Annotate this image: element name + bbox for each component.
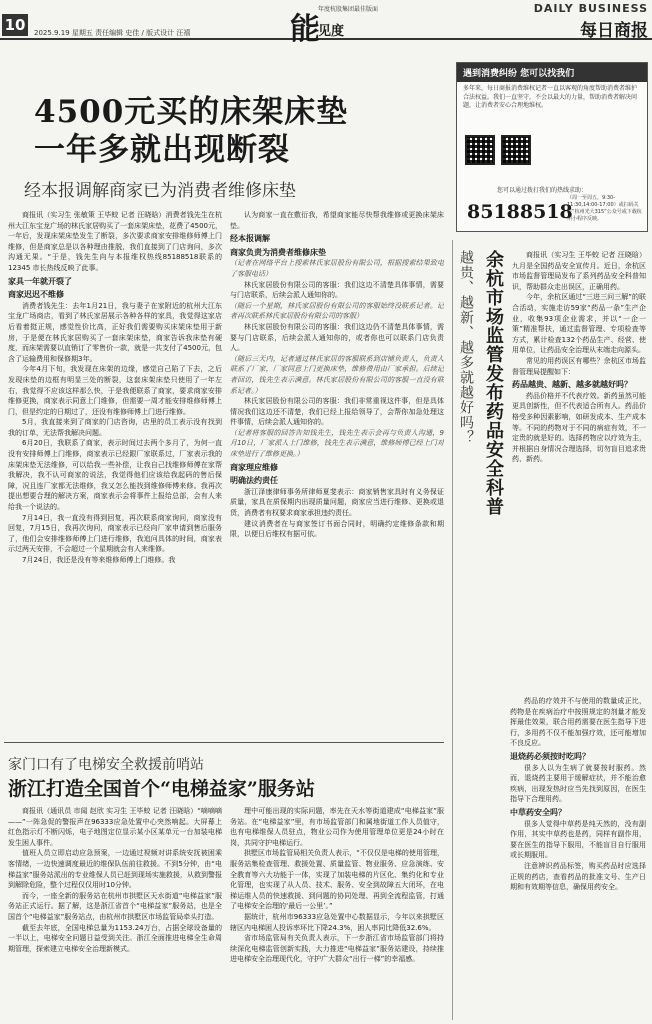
subhead: 商家理应维修 xyxy=(230,462,278,472)
brand-en: DAILY BUSINESS xyxy=(533,2,648,15)
subhead: 药品越贵、越新、越多就越好吗？ xyxy=(512,380,632,390)
promo-text: 多年来，每日商报消费维权记者一直以客观的角度帮助消费者维护合法权益。我们一直坚守，不会以最大的力量，帮助消费者解决问题，让消费者安心合理地维权。 xyxy=(463,85,638,109)
date-line: 2025.9.19 星期五 责任编辑 史佳 / 版式设计 汪禧 xyxy=(34,29,191,37)
paragraph: 7月24日，我还是没有等来维修师傅上门维修。我 xyxy=(22,556,176,564)
bottom-headline: 浙江打造全国首个“电梯益家”服务站 xyxy=(8,778,315,800)
paragraph: 截至去年底，全国电梯总量为1153.24万台，占据全球设备量的一半以上，电梯安全问题日益受到关注。浙江全面推进电梯全生命周期管理，探索建立电梯安全治理新模式。 xyxy=(8,923,222,953)
paragraph: 理中可能出现的实际问题，率先在天水等街道建成“电梯益家”服务站。在“电梯益家”里，有市场监管部门和属地街道工作人员值守，也有电梯维保人员驻点，物业公司作为使用管理单位更是24小时在岗，共同守护电梯运行。 xyxy=(230,807,444,847)
section-note: 年度杭股集团最佳版面 xyxy=(318,6,379,13)
column-divider xyxy=(452,240,453,1020)
paragraph: 5月，我直接来到了商家的门店咨询，店里的员工表示没有找到我的订单，无法帮我解决问题。 xyxy=(8,418,222,437)
bottom-article-col1 xyxy=(8,806,222,1018)
right-subheadline: 越贵、越新、越多就越好吗？ xyxy=(458,250,474,445)
paragraph: （记者将客服的回答告知钱先生，钱先生表示会再与负责人沟通，9月10日，厂家派人上门维修，钱先生表示满意，维修师傅已经上门对床垫进行了维修更换。） xyxy=(230,428,444,459)
paragraph: 常见的用药误区有哪些？余杭区市场监督管理局提醒如下： xyxy=(512,356,646,376)
paragraph: 商报讯（通讯员 市闻 赵欣 实习生 王毕蛟 记者 汪晓晗）“嘀嘀嘀——”一阵急促的警报声在96333应急处置中心突然响起。大屏幕上红色指示灯不断闪烁，电子地图定位显示某小区某单元一台加装电梯发生困人事件。 xyxy=(8,807,222,847)
paragraph: 6月20日，我联系了商家，表示时间过去两个多月了，为何一直没有安排师傅上门维修，商家表示已经跟厂家联系过，厂家表示我的床架床垫无法维修，可以给我一些补偿，让我自己找维修师傅在家帮我解决，我不认可商家的说法，我觉得他们应该给我起码的售后保障，况且连厂家都无法维修，我又怎么能找到维修师傅来修。我再次提出想要合理的解决方案，商家表示会将事件上报给总部，会有人来给我一个说法的。 xyxy=(8,439,222,512)
page-number: 10 xyxy=(2,14,28,36)
paragraph: 林氏家居股份有限公司的客服：我们这边不清楚具体事情，需要与门店联系，后续会派人通知你的。 xyxy=(230,280,444,300)
main-article-col1 xyxy=(8,210,222,738)
paragraph: 商报讯（实习生 张敏策 王毕蛟 记者 汪晓晗）消费者钱先生在杭州大江东宝龙广场的林氏家居购买了一套床架床垫，花费了4500元，一年后，发现床架床垫发生了断裂，多次要求商家安排维修师傅上门维修，但是商家总是以各种理由推脱，我们直接到了门店询问，多次沟通无果。“于是，钱先生向与本报维权热线85188518联系的 12345 市长热线反映了此事。 xyxy=(8,211,222,272)
qr-code-icon xyxy=(501,135,531,165)
page-header xyxy=(0,0,652,47)
subhead: 家具一年就开裂了 xyxy=(8,276,72,286)
subhead: 中草药安全吗？ xyxy=(510,807,566,817)
section-name: 见度 xyxy=(318,24,345,39)
paragraph: 今年，余杭区通过“三进三问三解”的联合活动，实施走访59家“药品一条”生产企业，收集93项企业需求，并以“一企一策”精准帮扶，通过监督管理、专项检查等方式，累计检查132个药品生产、经营、使用单位，让药品安全治理从末端走向源头。 xyxy=(512,293,646,355)
main-article-col2 xyxy=(230,210,444,738)
promo-side-text: （周一至周五，9:30-11:30,14:00-17:00）或扫码关注“杭州光大315”公众号或下载杭州小程序反映。 xyxy=(567,195,642,222)
section-glyph: 能 xyxy=(290,12,320,47)
paragraph: 很多人觉得中草药是纯天然的，没有副作用，其实中草药也是药，同样有副作用，要在医生的指导下服用，不能盲目自行服用或长期服用。 xyxy=(510,819,646,860)
paragraph: 林氏家居股份有限公司的客服：我们非常重视这件事，但是具体情况我们这边还不清楚，我们已经上报给领导了，会帮你加急处理这件事情，后续会派人通知你的。 xyxy=(230,397,444,427)
paragraph: 省市场监管局有关负责人表示，下一步浙江省市场监管部门将持续深化电梯监管创新实践，大力推进“电梯益家”服务站建设，持续推进电梯安全治理现代化，守护广大群众“出行一梯”的幸福感。 xyxy=(230,934,444,964)
subhead: 经本报调解 xyxy=(230,234,270,244)
paragraph: （随后一个星期，林氏家居股份有限公司的客服始终没联系记者。记者再次联系林氏家居股份有限公司的客服） xyxy=(230,301,444,321)
paragraph: 林氏家居股份有限公司的客服：我们这边仍不清楚具体事情，需要与门店联系，后续会派人通知你的，或者你也可以联系门店负责人。 xyxy=(230,322,444,353)
headline-line2: 一年多就出现断裂 xyxy=(34,132,290,168)
subhead: 明确法约责任 xyxy=(230,476,278,486)
subhead: 商家负责为消费者维修床垫 xyxy=(230,247,326,257)
bottom-kicker: 家门口有了电梯安全救援前哨站 xyxy=(8,757,204,773)
paragraph: 消费者钱先生：去年1月21日，我与妻子在家附近的杭州大江东宝龙广场商店，看到了林氏家居展示各种各样的家具，我觉得这家店后看着挺正规，感觉性价比高，正好我们需要购买床架床垫用于新房，于是便在林氏家居购买了一套床架床垫，商家告诉我床垫有硬度，而床架需要以直销订了零售价一款，就是一共支付了4500元，包含了运输费用和保修期3年。 xyxy=(8,301,222,363)
paragraph: （随后三天内，记者通过林氏家居的客服联系到店铺负责人，负责人联系了厂家，厂家同意上门更换床垫，维修费用由厂家承担。后续记者回访，钱先生表示满意。林氏家居股份有限公司的客服一直没有联系记者。） xyxy=(230,354,444,395)
paragraph: （记者在网络平台上搜索林氏家居股份有限公司，根据搜索结果致电了客服电话） xyxy=(230,259,444,278)
paragraph: 而今，一座全新的服务站在杭州市拱墅区天水街道“电梯益家”服务站正式运行。据了解，这是浙江省首个“电梯益家”服务站，也是全国首个“电梯益家”服务站点，由杭州市拱墅区市场监管局牵头打造。 xyxy=(8,891,222,921)
headline-line1: 4500元买的床架床垫 xyxy=(34,94,349,130)
hotline-label: 您可以通过拨打我们的热线求助： xyxy=(497,187,588,194)
subhead: 退烧药必须按时吃吗？ xyxy=(510,751,590,761)
complaint-promo-box xyxy=(456,62,648,232)
headline-subtitle: 经本报调解商家已为消费者维修床垫 xyxy=(24,181,296,201)
promo-title: 遇到消费纠纷 您可以找我们 xyxy=(457,63,647,82)
paragraph: 建议消费者在与商家签订书面合同时，明确约定维修条款和期限，以便日后维权有据可依。 xyxy=(230,519,444,539)
paragraph: 拱墅区市场监管局相关负责人表示，“不仅仅是电梯的使用管理，服务站集检查管理、救援处置、质量监管、物业服务、应急演练、安全教育等六大功能于一体，实现了加装电梯的片区化、集约化和专业化管理，也实现了从人员、技术、服务、安全到故障五大闭环，在电梯运维人员的快速救援、到问题的协同处理、再到全流程监管，打通了电梯安全治理的‘最后一公里’。” xyxy=(230,849,444,911)
bottom-article-col2 xyxy=(230,806,444,1018)
right-headline: 余杭市场监管发布药品安全科普 xyxy=(483,250,504,516)
paragraph: 7月14日，我一直没有得到回复，再次联系商家询问，商家没有回复，7月15日，我再次询问，商家表示已经向厂家申请到售后服务了，他们会安排维修师傅上门进行维修，我追问具体的时间，商家表示过两天安排，不会超过一个星期就会有人来维修。 xyxy=(8,513,222,554)
paragraph: 药品的疗效并不与使用的数量成正比，药物是在疾病治疗中按照规定的剂量才能发挥最佳效果，联合用药需要在医生指导下进行，多用药不仅不能加强疗效，还可能增加不良反应。 xyxy=(510,697,646,748)
paragraph: 值班人员立即启动应急预案，一边通过视频对讲系统安抚被困乘客情绪，一边快速调度最近的维保队伍前往救援。不到5分钟，由“电梯益家”服务站派出的专业维保人员已赶到现场实施救援，从救到警报到解除危险，整个过程仅仅用时10分钟。 xyxy=(8,849,222,890)
paragraph: 据统计，杭州市96333应急处置中心数据显示，今年以来拱墅区辖区内电梯困人投诉率环比下降24.3%，困人率同比降低32.6%。 xyxy=(230,912,444,932)
brand-cn: 每日商报 xyxy=(580,21,648,41)
paragraph: 认为商家一直在敷衍我，希望商家能尽快帮我维修或更换床架床垫。 xyxy=(230,211,444,230)
right-article-bottom xyxy=(510,696,646,1016)
paragraph: 药品价格并不代表疗效。新药虽然可能更具创新性，但不代表适合所有人。药品价格受多种因素影响，如研发成本、生产成本等。不同的药物对于不同的病症有效，不一定贵的就是好的。选择药物应以疗效为主，并根据自身情况合理选择，切勿盲目追求贵药、新药。 xyxy=(512,391,646,464)
paragraph: 商报讯（实习生 王毕蛟 记者 汪晓晗）九月是全国药品安全宣传月。近日，余杭区市场监督管理局发布了系列药品安全科普知识，帮助群众走出误区，正确用药。 xyxy=(512,251,646,291)
section-divider xyxy=(4,742,444,743)
right-article-top xyxy=(512,250,646,690)
hotline-number: 85188518 xyxy=(467,201,573,223)
paragraph: 浙江泽康律师事务所律师夏斐表示：商家销售家具时有义务保证质量，家具在质保期内出现质量问题，商家应当进行维修、更换或退货，消费者有权要求商家承担违约责任。 xyxy=(230,487,444,518)
subhead: 商家迟迟不维修 xyxy=(8,290,64,300)
qr-code-icon xyxy=(465,135,495,165)
paragraph: 注意辨识药品标签，购买药品时应选择正规的药店，查看药品的批准文号、生产日期和有效期等信息，确保用药安全。 xyxy=(510,861,646,892)
paragraph: 很多人以为生病了就要按时服药。然而，退烧药主要用于缓解症状，并不能治愈疾病，出现发热时应当先找到原因，在医生指导下合理用药。 xyxy=(510,763,646,804)
paragraph: 今年4月下旬，我发现在床架的边缘，感觉自己陷了下去，之后发现床垫的边框有明显三处的断裂，这套床架床垫只使用了一年左右，我觉得不应该这样那么快，于是我便联系了商家，要求商家安排维修更换，商家表示同意上门维修，但需要一周才能安排维修师傅上门，但是约定的日期过了，还没有维修师傅上门进行维修。 xyxy=(8,365,222,416)
